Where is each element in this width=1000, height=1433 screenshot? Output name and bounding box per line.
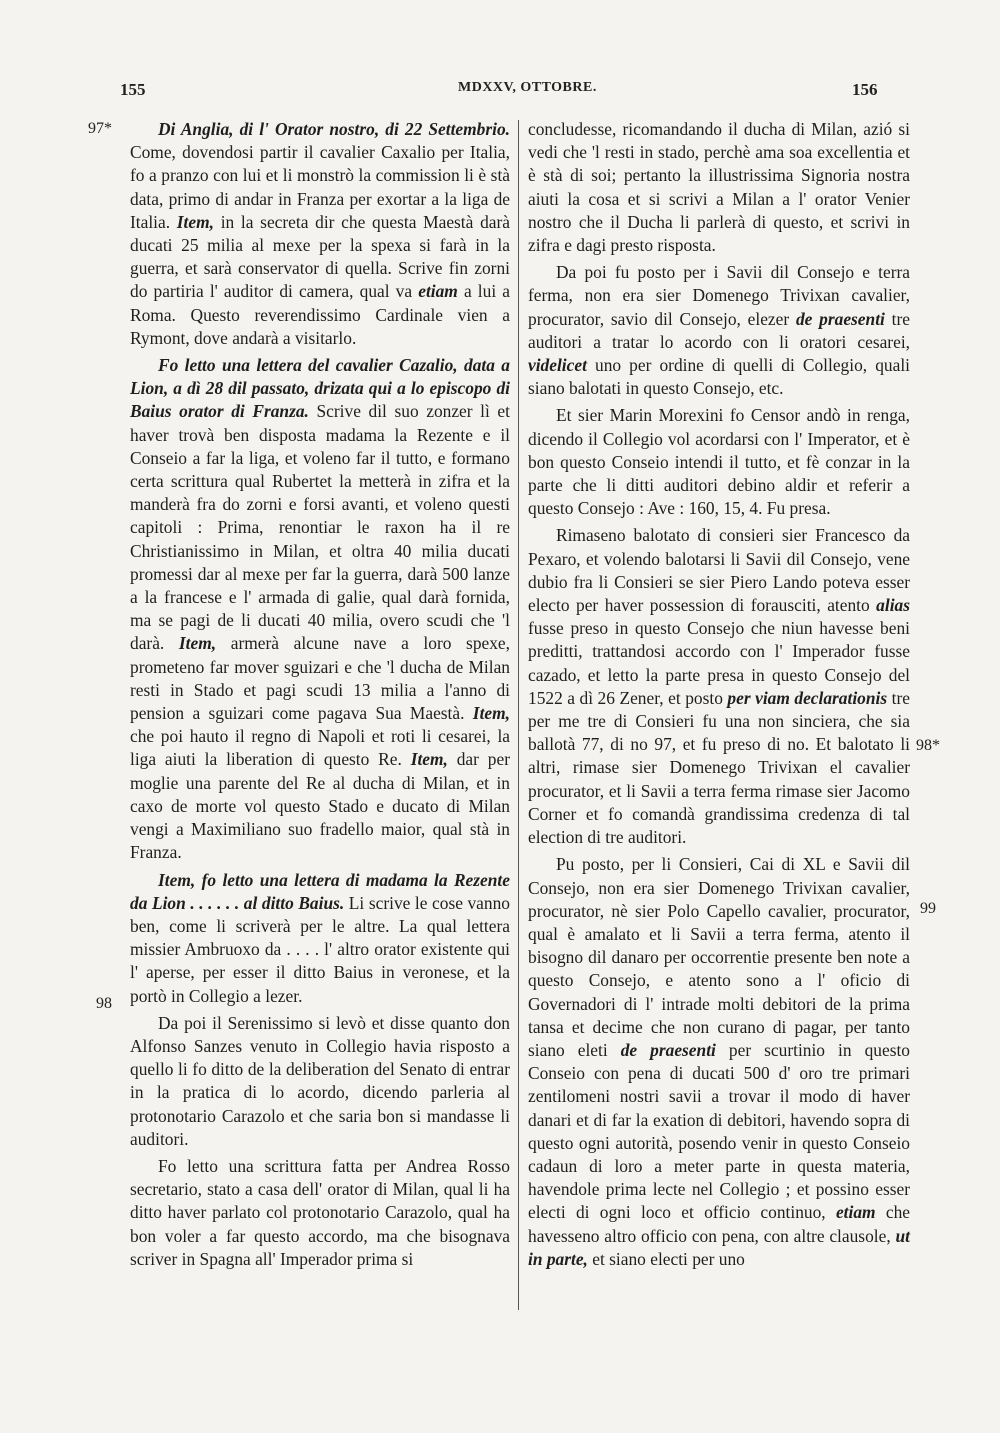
- column-divider: [518, 120, 519, 1310]
- left-column: [130, 118, 510, 1275]
- paragraph: Di Anglia, di l' Orator nostro, di 22 Settembrio. Come, dovendosi partir il cavalier Caxalio per Italia, fo a pranzo con lui et li monstrò la commission li è stà data, primo di andar in Franza per exortar a la liga de Italia. Item, in la secreta dir che questa Maestà darà ducati 25 milia al mexe per la spexa si farà in la guerra, et sarà conservator di quella. Scrive fin zorni do partiria l' auditor di camera, qual va etiam a lui a Roma. Questo reverendissimo Cardinale vien a Rymont, dove andarà a visitarlo.: [130, 119, 511, 348]
- margin-note: 99: [920, 900, 936, 917]
- paragraph: Da poi il Serenissimo si levò et disse quanto don Alfonso Sanzes venuto in Collegio havia risposto a quello li fo ditto de la deliberation del Senato di entrar in la pratica di lo acordo, dicendo parleria al protonotario Carazolo et che saria bon si mandasse li auditori.: [130, 1012, 510, 1149]
- paragraph: Item, fo letto una lettera di madama la Rezente da Lion . . . . . . al ditto Baius. Li scrive le cose vanno ben, come li scriverà per le altre. La qual lettera missier Ambruoxo da . . . . l' altro orator existente qui l' aperse, per esser il ditto Baius in veronese, et la portò in Collegio a lezer.: [130, 869, 510, 1006]
- margin-note: 98*: [916, 737, 940, 754]
- paragraph: Fo letto una scrittura fatta per Andrea Rosso secretario, stato a casa dell' orator di Milan, qual li ha ditto haver parlato col protonotario Carazolo, qual ha bon voler a far questo accordo, ma che bisognava scriver in Spagna all' Imperador prima si: [130, 1155, 510, 1269]
- paragraph: Pu posto, per li Consieri, Cai di XL e Savii dil Consejo, non era sier Domenego Trivixan cavalier, procurator, nè sier Polo Capello cavalier, procurator, qual è amalato et li Savii a terra ferma, atento il bisogno dil danaro per occorrentie presente ben note a questo Consejo, e atento sono a l' oficio di Governadori di l' intrade molti debitori de la prima tansa et decime che non curano di pagar, per tanto siano eleti de praesenti per scurtinio in questo Conseio con pena di ducati 500 d' oro tre primari zentilomeni nostri savii a trovar il modo di haver danari et di far la exation di debitori, havendo sopra di questo ogni autorità, posendo venir in questo Conseio cadaun di loro a meter parte in questa materia, havendole prima lecte nel Collegio ; et possino esser electi di ogni loco et officio continuo, etiam che havesseno altro officio con pena, con altre clausole, ut in parte, et siano electi per uno: [528, 854, 911, 1269]
- margin-note: 97*: [88, 120, 112, 137]
- running-title: MDXXV, OTTOBRE.: [458, 80, 597, 95]
- paragraph: Et sier Marin Morexini fo Censor andò in renga, dicendo il Collegio vol acordarsi con l' Imperator, et è bon questo Conseio intendi il tutto, et fè conzar in la parte che li ditti auditori debino aldir et referir a questo Consejo : Ave : 160, 15, 4. Fu presa.: [528, 405, 910, 519]
- paragraph: concludesse, ricomandando il ducha di Milan, azió si vedi che 'l resti in stado, perchè ama soa excellentia et è stà di soi; pertanto la illustrissima Signoria nostra aiuti la cosa et si scrivi a Milan a l' orator Venier nostro che il Ducha li parlerà di questo, et scrivi in zifra e dagi presto risposta.: [528, 119, 910, 256]
- paragraph: Da poi fu posto per i Savii dil Consejo e terra ferma, non era sier Domenego Trivixan cavalier, procurator, savio dil Consejo, elezer de praesenti tre auditori a tratar lo acordo con li oratori cesarei, videlicet uno per ordine di quelli di Collegio, quali siano balotati in questo Consejo, etc.: [528, 262, 910, 399]
- paragraph: Fo letto una lettera del cavalier Cazalio, data a Lion, a dì 28 dil passato, drizata qui a lo episcopo di Baius orator di Franza. Scrive dil suo zonzer lì et haver trovà ben disposta madama la Rezente e il Conseio a far la liga, et voleno far il tutto, e formano certa scrittura qual Rubertet la metterà in zifra et la manderà fra do zorni e forsi avanti, et voleno questi capitoli : Prima, renontiar le raxon ha il re Christianissimo in Milan, et oltra 40 milia ducati promessi dar al mexe per far la guerra, darà 500 lanze a la francese e l' armada di galie, qual darà fornida, ma se pagi de li ducati 40 milia, overo scudi che 'l darà. Item, armerà alcune nave a loro spexe, prometeno far mover sguizari e che 'l ducha de Milan resti in Stado et pagi scudi 13 milia a l'anno di pension a sguizari come pagava Sua Maestà. Item, che poi hauto il regno di Napoli et roti li cesarei, la liga aiuti la liberation di questo Re. Item, dar per moglie una parente del Re al ducha di Milan, et in caxo de morte vol questo Stado e ducato di Milan vengi a Maximiliano suo fradello maior, qual stà in Franza.: [130, 355, 510, 863]
- right-column: [528, 118, 910, 1275]
- paragraph: Rimaseno balotato di consieri sier Francesco da Pexaro, et volendo balotarsi li Savii dil Consejo, vene dubio fra li Consieri se sier Piero Lando poteva esser electo per haver possession di forausciti, atento alias fusse preso in questo Consejo che niun havesse beni preditti, trattandosi accordo con l' Imperador fusse cazado, et letto la parte presa in questo Consejo del 1522 a dì 26 Zener, et posto per viam declarationis tre per me tre di Consieri fu una non sinciera, che sia ballotà 77, di no 97, et fu preso di no. Et balotato li altri, rimase sier Domenego Trivixan el cavalier procurator, et li Savii a terra ferma rimase sier Jacomo Corner et fo comandà grandissima credenza di tal election di tre auditori.: [528, 525, 910, 848]
- page-number-left: 155: [120, 80, 146, 99]
- margin-note: 98: [96, 995, 112, 1012]
- page-number-right: 156: [852, 80, 878, 99]
